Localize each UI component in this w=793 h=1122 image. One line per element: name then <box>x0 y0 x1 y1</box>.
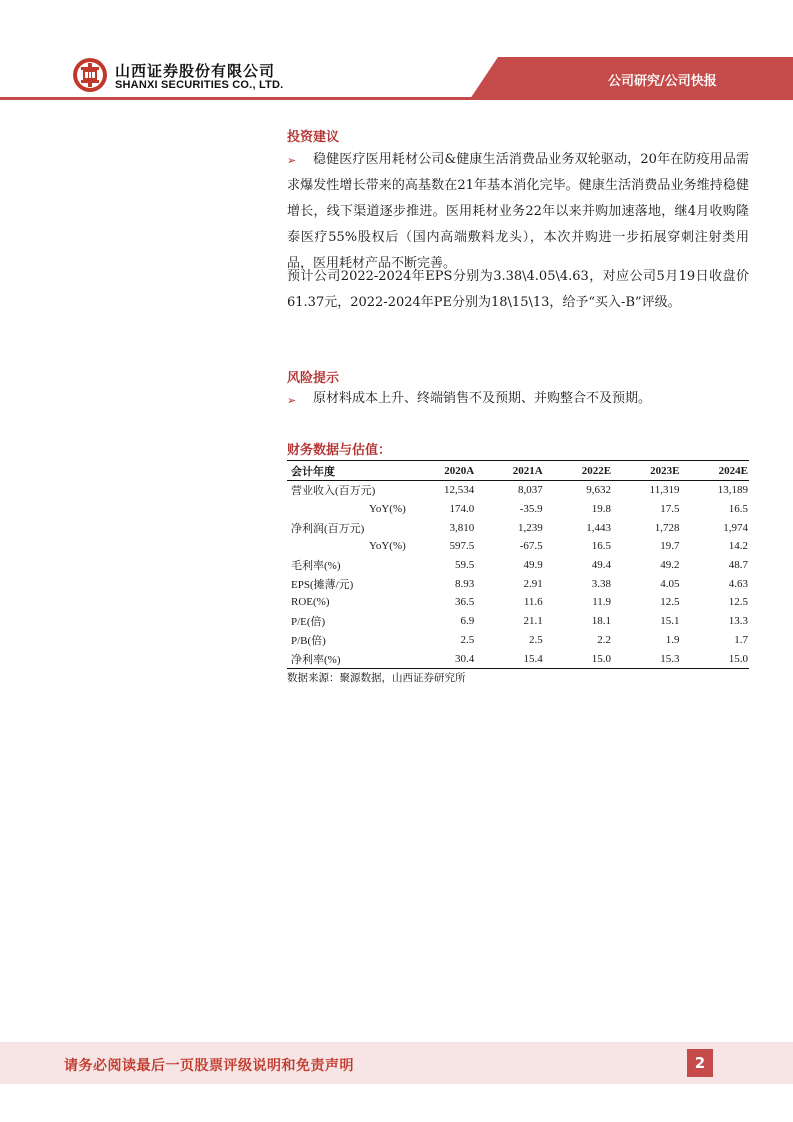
invest-bullet-text: 稳健医疗医用耗材公司&健康生活消费品业务双轮驱动，20年在防疫用品需求爆发性增长带来的高基数在21年基本消化完毕。健康生活消费品业务维持稳健增长，线下渠道逐步推进。医用耗材业务22年以来并购加速落地，继4月收购隆泰医疗55%股权后（国内高端敷料龙头），本次并购进一步拓展穿刺注射类用品，医用耗材产品不断完善。 <box>287 152 749 271</box>
table-cell: 3.38 <box>591 577 612 590</box>
table-cell: 13.3 <box>728 615 748 628</box>
row-label: P/B(倍) <box>291 634 326 647</box>
table-cell: 15.0 <box>544 649 612 668</box>
table-cell: 2.5 <box>460 633 475 646</box>
table-cell: 4.63 <box>728 577 748 590</box>
table-cell: 1.9 <box>665 633 680 646</box>
table-cell: 15.4 <box>475 649 543 668</box>
table-cell: 13,189 <box>717 484 748 497</box>
financial-table <box>287 460 749 669</box>
table-cell: 15.1 <box>660 615 680 628</box>
table-row <box>287 537 749 556</box>
bullet-arrow-icon: ➢ <box>287 394 297 407</box>
table-cell: 8.93 <box>455 577 475 590</box>
row-label: P/E(倍) <box>291 616 326 629</box>
data-source-note: 数据来源：聚源数据，山西证券研究所 <box>287 672 466 684</box>
table-cell: 4.05 <box>660 577 680 590</box>
table-cell: 30.4 <box>407 649 475 668</box>
table-cell: -35.9 <box>519 503 543 516</box>
table-cell: 6.9 <box>460 615 475 628</box>
disclaimer-link[interactable]: 请务必阅读最后一页股票评级说明和免责声明 <box>64 1058 354 1074</box>
table-row <box>287 612 749 631</box>
table-cell: 3,810 <box>449 521 475 534</box>
table-row <box>287 649 749 668</box>
row-label: 营业收入(百万元) <box>291 485 376 498</box>
table-cell: 9,632 <box>586 484 612 497</box>
table-cell: 16.5 <box>728 503 748 516</box>
table-cell: 2.91 <box>523 577 543 590</box>
table-cell: 12,534 <box>444 484 475 497</box>
table-row <box>287 574 749 593</box>
table-row <box>287 500 749 519</box>
page-header <box>0 0 793 102</box>
bullet-arrow-icon: ➢ <box>287 154 297 167</box>
risk-section-title: 风险提示 <box>287 371 340 386</box>
company-name-en: SHANXI SECURITIES CO., LTD. <box>115 79 284 91</box>
table-row <box>287 518 749 537</box>
row-label: EPS(摊薄/元) <box>291 578 354 591</box>
company-logo-icon <box>72 57 108 93</box>
table-cell: 8,037 <box>517 484 543 497</box>
row-label: 毛利率(%) <box>291 560 341 573</box>
table-cell: -67.5 <box>519 540 543 553</box>
table-cell: 1,239 <box>517 521 543 534</box>
finance-section-title: 财务数据与估值： <box>287 443 392 458</box>
table-cell: 17.5 <box>660 503 680 516</box>
table-cell: 18.1 <box>591 615 612 628</box>
table-cell: 21.1 <box>523 615 543 628</box>
table-cell: 15.0 <box>680 649 749 668</box>
table-cell: 19.7 <box>660 540 680 553</box>
table-cell: 2.2 <box>597 633 612 646</box>
table-row <box>287 593 749 612</box>
page-number: 2 <box>687 1049 713 1077</box>
column-header: 会计年度 <box>287 461 407 481</box>
table-cell: 14.2 <box>728 540 748 553</box>
risk-bullet-text: 原材料成本上升、终端销售不及预期、并购整合不及预期。 <box>313 391 652 406</box>
report-type-tag: 公司研究/公司快报 <box>608 74 717 89</box>
column-header: 2020A <box>407 461 475 481</box>
table-cell: 15.3 <box>612 649 680 668</box>
table-cell: 12.5 <box>660 596 680 609</box>
table-cell: 11.6 <box>523 596 543 609</box>
table-cell: 49.2 <box>660 559 680 572</box>
table-cell: 11.9 <box>592 596 612 609</box>
table-row <box>287 481 749 500</box>
forecast-text: 预计公司2022-2024年EPS分别为3.38\4.05\4.63，对应公司5月19日收盘价61.37元，2022-2024年PE分别为18\15\13，给予“买入-B”评级。 <box>287 269 749 310</box>
table-cell: 1,728 <box>654 521 680 534</box>
column-header: 2024E <box>680 461 749 481</box>
column-header: 2023E <box>612 461 680 481</box>
table-row <box>287 631 749 650</box>
table-cell: 16.5 <box>591 540 612 553</box>
row-label: YoY(%) <box>369 503 406 516</box>
table-cell: 597.5 <box>449 540 475 553</box>
table-cell: 36.5 <box>455 596 475 609</box>
table-cell: 49.9 <box>523 559 543 572</box>
header-divider <box>0 97 793 100</box>
table-cell: 1,443 <box>586 521 612 534</box>
table-row <box>287 556 749 575</box>
row-label: 净利润(百万元) <box>291 522 365 535</box>
row-label: 净利率(%) <box>287 649 407 668</box>
table-header-row <box>287 461 749 481</box>
table-cell: 1,974 <box>723 521 748 534</box>
table-cell: 12.5 <box>728 596 748 609</box>
table-cell: 19.8 <box>591 503 612 516</box>
table-cell: 59.5 <box>455 559 475 572</box>
table-cell: 11,319 <box>649 484 680 497</box>
company-name-cn: 山西证券股份有限公司 <box>115 62 276 80</box>
row-label: YoY(%) <box>369 540 406 553</box>
table-cell: 49.4 <box>591 559 612 572</box>
column-header: 2022E <box>544 461 612 481</box>
table-cell: 174.0 <box>449 503 475 516</box>
table-cell: 48.7 <box>728 559 748 572</box>
row-label: ROE(%) <box>291 596 330 609</box>
column-header: 2021A <box>475 461 543 481</box>
invest-section-title: 投资建议 <box>287 130 340 145</box>
table-cell: 1.7 <box>734 633 748 646</box>
table-cell: 2.5 <box>528 633 543 646</box>
